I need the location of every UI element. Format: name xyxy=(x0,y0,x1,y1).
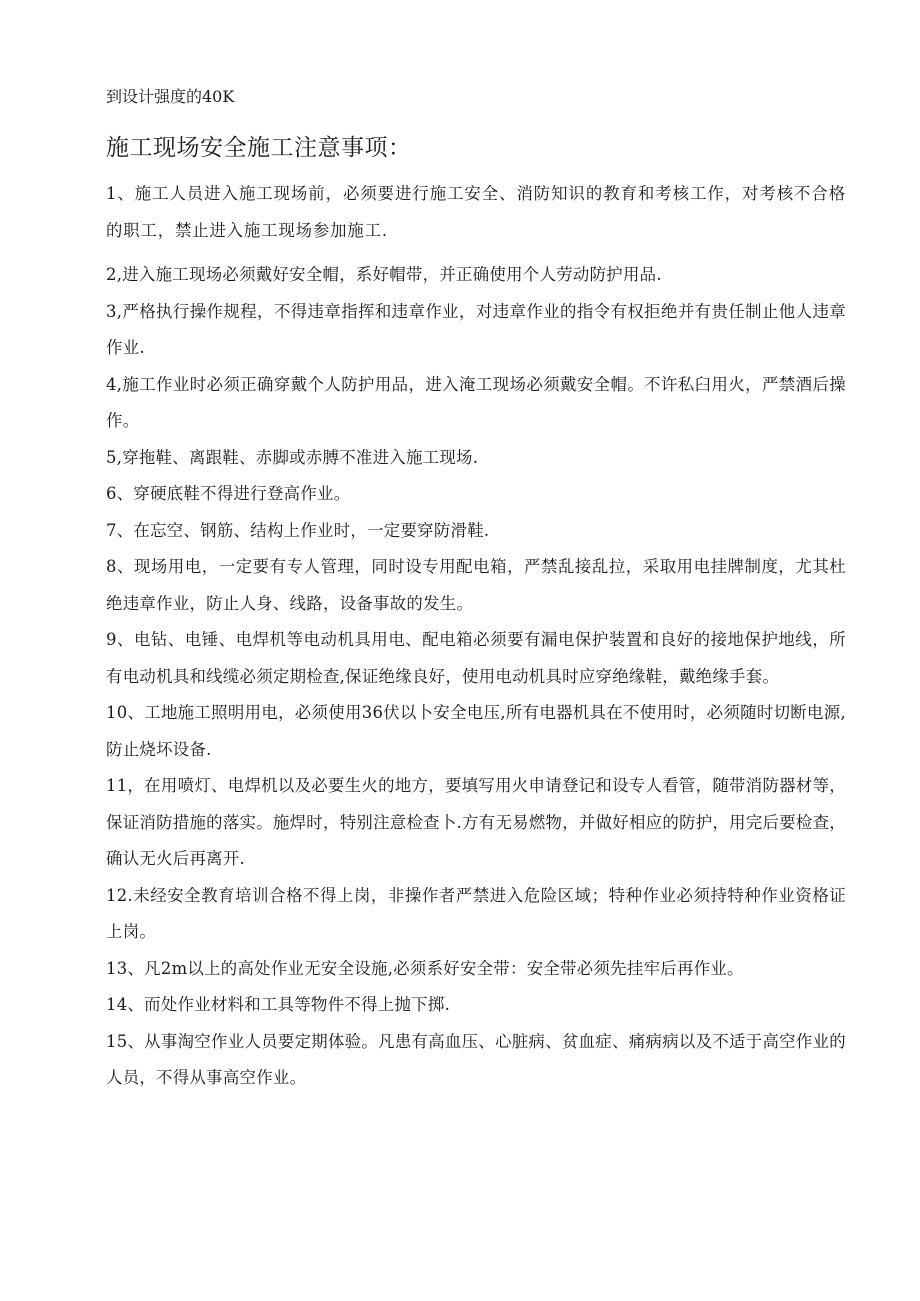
page-title: 施工现场安全施工注意事项： xyxy=(106,135,412,161)
rule-item-2: 2,进入施工现场必须戴好安全帽，系好帽带，并正确使用个人劳动防护用品. xyxy=(106,265,662,284)
rule-item-10: 10、工地施工照明用电，必须使用36伏以卜安全电压,所有电器机具在不使用时，必须随时切断电源,防止烧坏设备. xyxy=(106,703,846,759)
safety-rules-list xyxy=(106,176,846,1097)
rule-item-3: 3,严格执行操作规程，不得违章指挥和违章作业，对违章作业的指令有权拒绝并有贵任制止他人违章作业. xyxy=(106,301,846,357)
rule-item-15: 15、从事淘空作业人员要定期体验。凡患有高血压、心脏病、贫血症、痛病病以及不适于高空作业的人员，不得从事高空作业。 xyxy=(106,1031,846,1087)
rule-item-8: 8、现场用电，一定要有专人管理，同时设专用配电箱，严禁乱接乱拉，采取用电挂牌制度，尤其杜绝违章作业，防止人身、线路，设备事故的发生。 xyxy=(106,557,846,613)
rule-item-7: 7、在忘空、钢筋、结构上作业时，一定要穿防滑鞋. xyxy=(106,520,490,540)
rule-item-5: 5,穿拖鞋、离跟鞋、赤脚或赤膊不准进入施工现场. xyxy=(106,447,479,467)
intro-text: 到设计强度的40K xyxy=(106,87,235,106)
rule-item-11: 11，在用喷灯、电焊机以及必要生火的地方，要填写用火申请登记和设专人看管，随带消防器材等，保证消防措施的落实。施焊时，特别注意检查卜.方有无易燃物，并做好相应的防护，用完后要检查，确认无火后再离开. xyxy=(106,776,846,868)
rule-item-1: 1、施工人员进入施工现场前，必须要进行施工安全、消防知识的教育和考核工作，对考核不合格的职工，禁止进入施工现场参加施工. xyxy=(106,184,846,240)
rule-item-6: 6、穿硬底鞋不得进行登高作业。 xyxy=(106,484,351,503)
rule-item-9: 9、电钻、电锤、电焊机等电动机具用电、配电箱必须要有漏电保护装置和良好的接地保护地线，所有电动机具和线缆必须定期检查,保证绝缘良好，使用电动机具时应穿绝缘鞋，戴绝缘手套。 xyxy=(106,630,846,686)
rule-item-12: 12.未经安全教育培训合格不得上岗，非操作者严禁进入危险区域；特种作业必须持特种作业资格证上岗。 xyxy=(106,885,846,941)
rule-item-14: 14、而处作业材料和工具等物件不得上抛下掷. xyxy=(106,995,451,1014)
rule-item-4: 4,施工作业时必须正确穿戴个人防护用品，进入淹工现场必须戴安全帽。不许私臼用火，严禁酒后操作。 xyxy=(106,374,846,430)
rule-item-13: 13、凡2m以上的高处作业无安全设施,必须系好安全带：安全带必须先挂牢后再作业。 xyxy=(106,958,744,978)
